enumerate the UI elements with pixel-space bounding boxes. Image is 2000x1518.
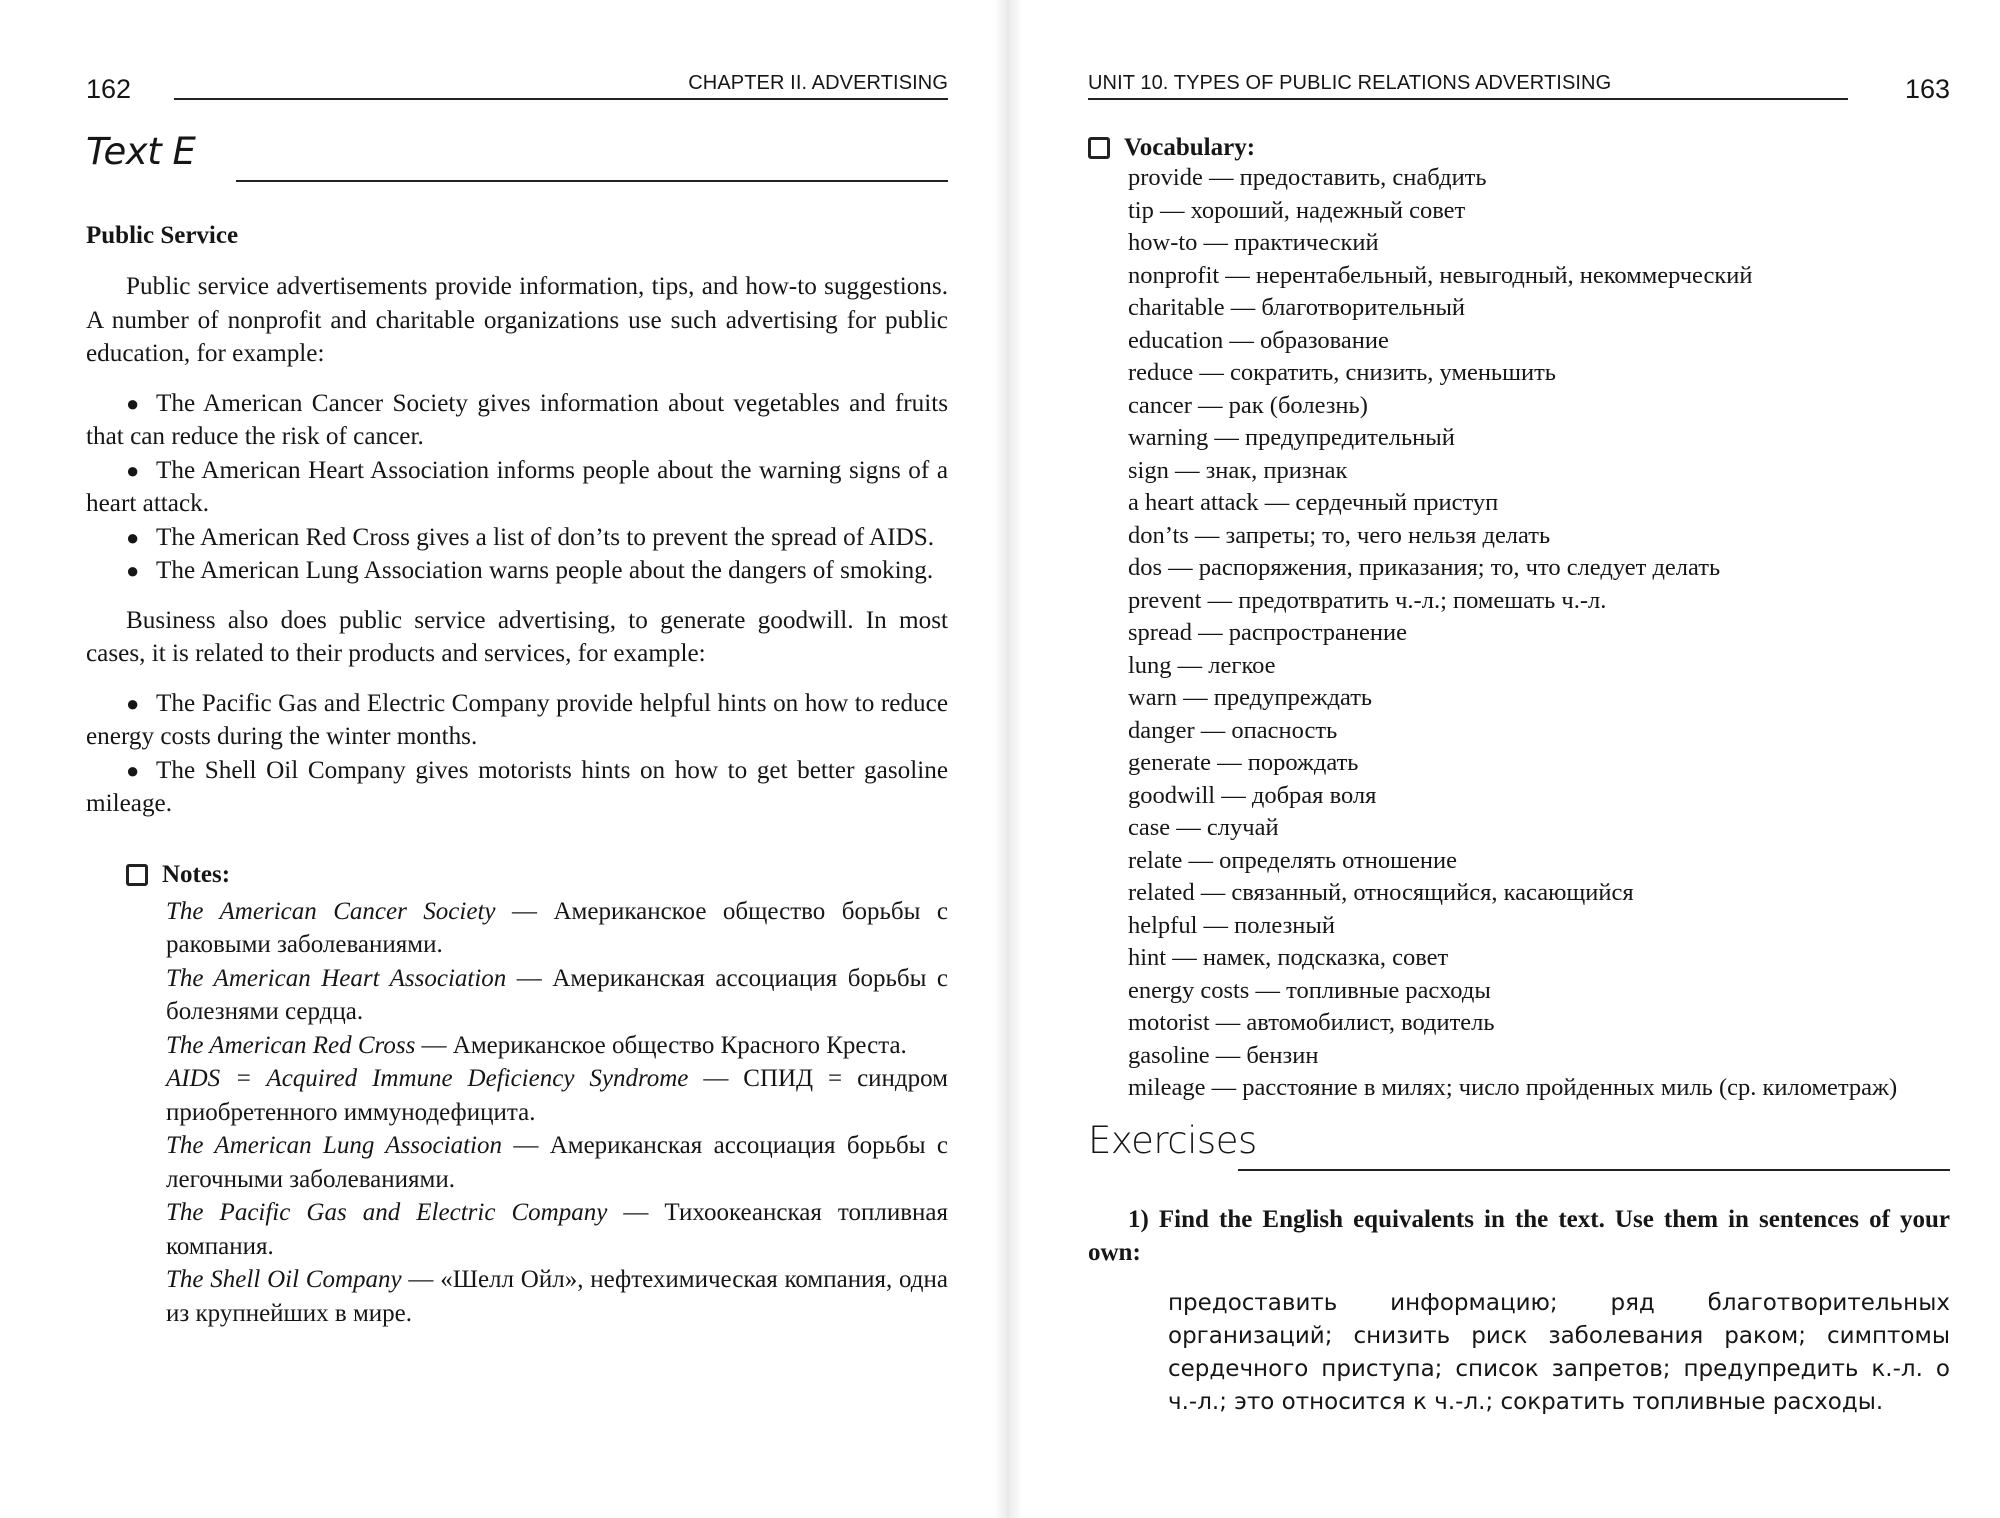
list-item: related — связанный, относящийся, касающийся [1128, 879, 1634, 906]
book-gutter [994, 0, 1022, 1518]
list-item: ● The Pacific Gas and Electric Company provide helpful hints on how to reduce energy costs during the winter months. [86, 687, 948, 754]
list-item: ● The American Heart Association informs people about the warning signs of a heart attack. [86, 454, 948, 521]
exercise-1-words: предоставить информацию; ряд благотворительных организаций; снизить риск заболевания раком; симптомы сердечного приступа; список запретов; предупредить к.-л. о ч.-л.; это относится к ч.-л.; сократить топливные расходы. [1168, 1289, 1950, 1415]
exercises-title-rule [1238, 1169, 1950, 1171]
exercises-title-label: Exercises [1088, 1118, 1257, 1162]
bullet-icon: ● [126, 757, 140, 783]
vocabulary-list [1128, 162, 1950, 1105]
list-item: reduce — сократить, снизить, уменьшить [1128, 359, 1556, 386]
list-item: charitable — благотворительный [1128, 294, 1466, 321]
list-item: hint — намек, подсказка, совет [1128, 944, 1449, 971]
list-item: generate — порождать [1128, 749, 1359, 776]
list-item: helpful — полезный [1128, 911, 1335, 939]
notes-list [166, 895, 948, 1331]
vocabulary-section [1124, 134, 1950, 1105]
list-item: ● The American Red Cross gives a list of don’ts to prevent the spread of AIDS. [86, 521, 948, 555]
list-item: tip — хороший, надежный совет [1128, 196, 1466, 224]
bullet-icon: ● [126, 558, 140, 583]
bullet-icon: ● [126, 457, 140, 483]
list-item: ● The Shell Oil Company gives motorists hints on how to get better gasoline mileage. [86, 754, 948, 821]
note-item: The American Heart Association — Американская ассоциация борьбы с болезнями сердца. [166, 964, 949, 1025]
section-title [86, 130, 948, 192]
left-running-head [86, 0, 948, 120]
bullet-icon: ● [126, 390, 140, 416]
list-item: case — случай [1128, 814, 1279, 841]
list-item: dos — распоряжения, приказания; то, что следует делать [1128, 554, 1721, 581]
list-item: how-to — практический [1128, 229, 1379, 256]
list-item: goodwill — добрая воля [1128, 781, 1377, 809]
list-item: gasoline — бензин [1128, 1041, 1319, 1069]
checkbox-square-icon [1088, 137, 1110, 159]
exercise-1 [1088, 1203, 1950, 1419]
list-item: danger — опасность [1128, 716, 1338, 744]
business-paragraph: Business also does public service advertising, to generate goodwill. In most cases, it is related to their products and services, for example: [86, 606, 948, 667]
list-item: cancer — рак (болезнь) [1128, 391, 1368, 419]
note-item: The American Lung Association — Американская ассоциация борьбы с легочными заболеваниями. [166, 1132, 948, 1193]
list-item: warn — предупреждать [1128, 684, 1373, 711]
bullet-icon: ● [126, 690, 140, 716]
exercises-title [1088, 1119, 1950, 1181]
bullet-icon: ● [126, 524, 140, 550]
list-item: a heart attack — сердечный приступ [1128, 489, 1499, 516]
right-running-head [1088, 0, 1950, 120]
left-head-rule [174, 98, 948, 100]
list-item: relate — определять отношение [1128, 846, 1457, 874]
section-title-label: Text E [86, 130, 196, 173]
list-item: education — образование [1128, 326, 1389, 354]
right-head-rule [1088, 98, 1848, 100]
intro-paragraph: Public service advertisements provide information, tips, and how-to suggestions. A number of nonprofit and charitable organizations use such advertising for public education, for example: [86, 273, 948, 367]
vocabulary-heading: Vocabulary: [1088, 134, 1950, 162]
checkbox-square-icon [126, 864, 148, 886]
list-item: energy costs — топливные расходы [1128, 976, 1491, 1004]
list-item: ● The American Cancer Society gives information about vegetables and fruits that can reduce the risk of cancer. [86, 387, 948, 454]
list-item: sign — знак, признак [1128, 456, 1348, 484]
right-page [1088, 0, 1950, 1518]
note-item: The Pacific Gas and Electric Company — Тихоокеанская топливная компания. [166, 1199, 948, 1260]
list-item: ● The American Lung Association warns people about the dangers of smoking. [86, 554, 948, 588]
list-item: nonprofit — нерентабельный, невыгодный, некоммерческий [1128, 261, 1753, 289]
right-page-number: 163 [1904, 74, 1950, 104]
list-item: prevent — предотвратить ч.-л.; помешать ч.-л. [1128, 586, 1607, 614]
left-page-number: 162 [86, 74, 132, 104]
left-running-title: CHAPTER II. ADVERTISING [688, 72, 948, 94]
list-item: lung — легкое [1128, 651, 1276, 679]
notes-heading: Notes: [126, 861, 948, 889]
bullet-list-1 [86, 387, 948, 588]
list-item: provide — предоставить, снабдить [1128, 164, 1487, 191]
list-item: mileage — расстояние в милях; число пройденных миль (ср. километраж) [1128, 1074, 1898, 1101]
note-item: The American Red Cross — Американское общество Красного Креста. [166, 1031, 907, 1059]
list-item: warning — предупредительный [1128, 424, 1455, 451]
list-item: spread — распространение [1128, 619, 1407, 646]
list-item: don’ts — запреты; то, чего нельзя делать [1128, 521, 1551, 549]
note-item: The Shell Oil Company — «Шелл Ойл», нефтехимическая компания, одна из крупнейших в мире. [166, 1266, 948, 1327]
right-running-title: UNIT 10. TYPES OF PUBLIC RELATIONS ADVERTISING [1088, 72, 1612, 94]
note-item: The American Cancer Society — Американское общество борьбы с раковыми заболеваниями. [166, 897, 948, 958]
note-item: AIDS = Acquired Immune Deficiency Syndrome — СПИД = синдром приобретенного иммунодефицита. [166, 1065, 948, 1126]
list-item: motorist — автомобилист, водитель [1128, 1009, 1495, 1036]
exercise-1-task: 1) Find the English equivalents in the text. Use them in sentences of your own: [1088, 1205, 1950, 1266]
section-title-rule [236, 180, 948, 182]
bullet-list-2 [86, 687, 948, 821]
subheading: Public Service [86, 222, 239, 249]
left-page [86, 0, 948, 1518]
